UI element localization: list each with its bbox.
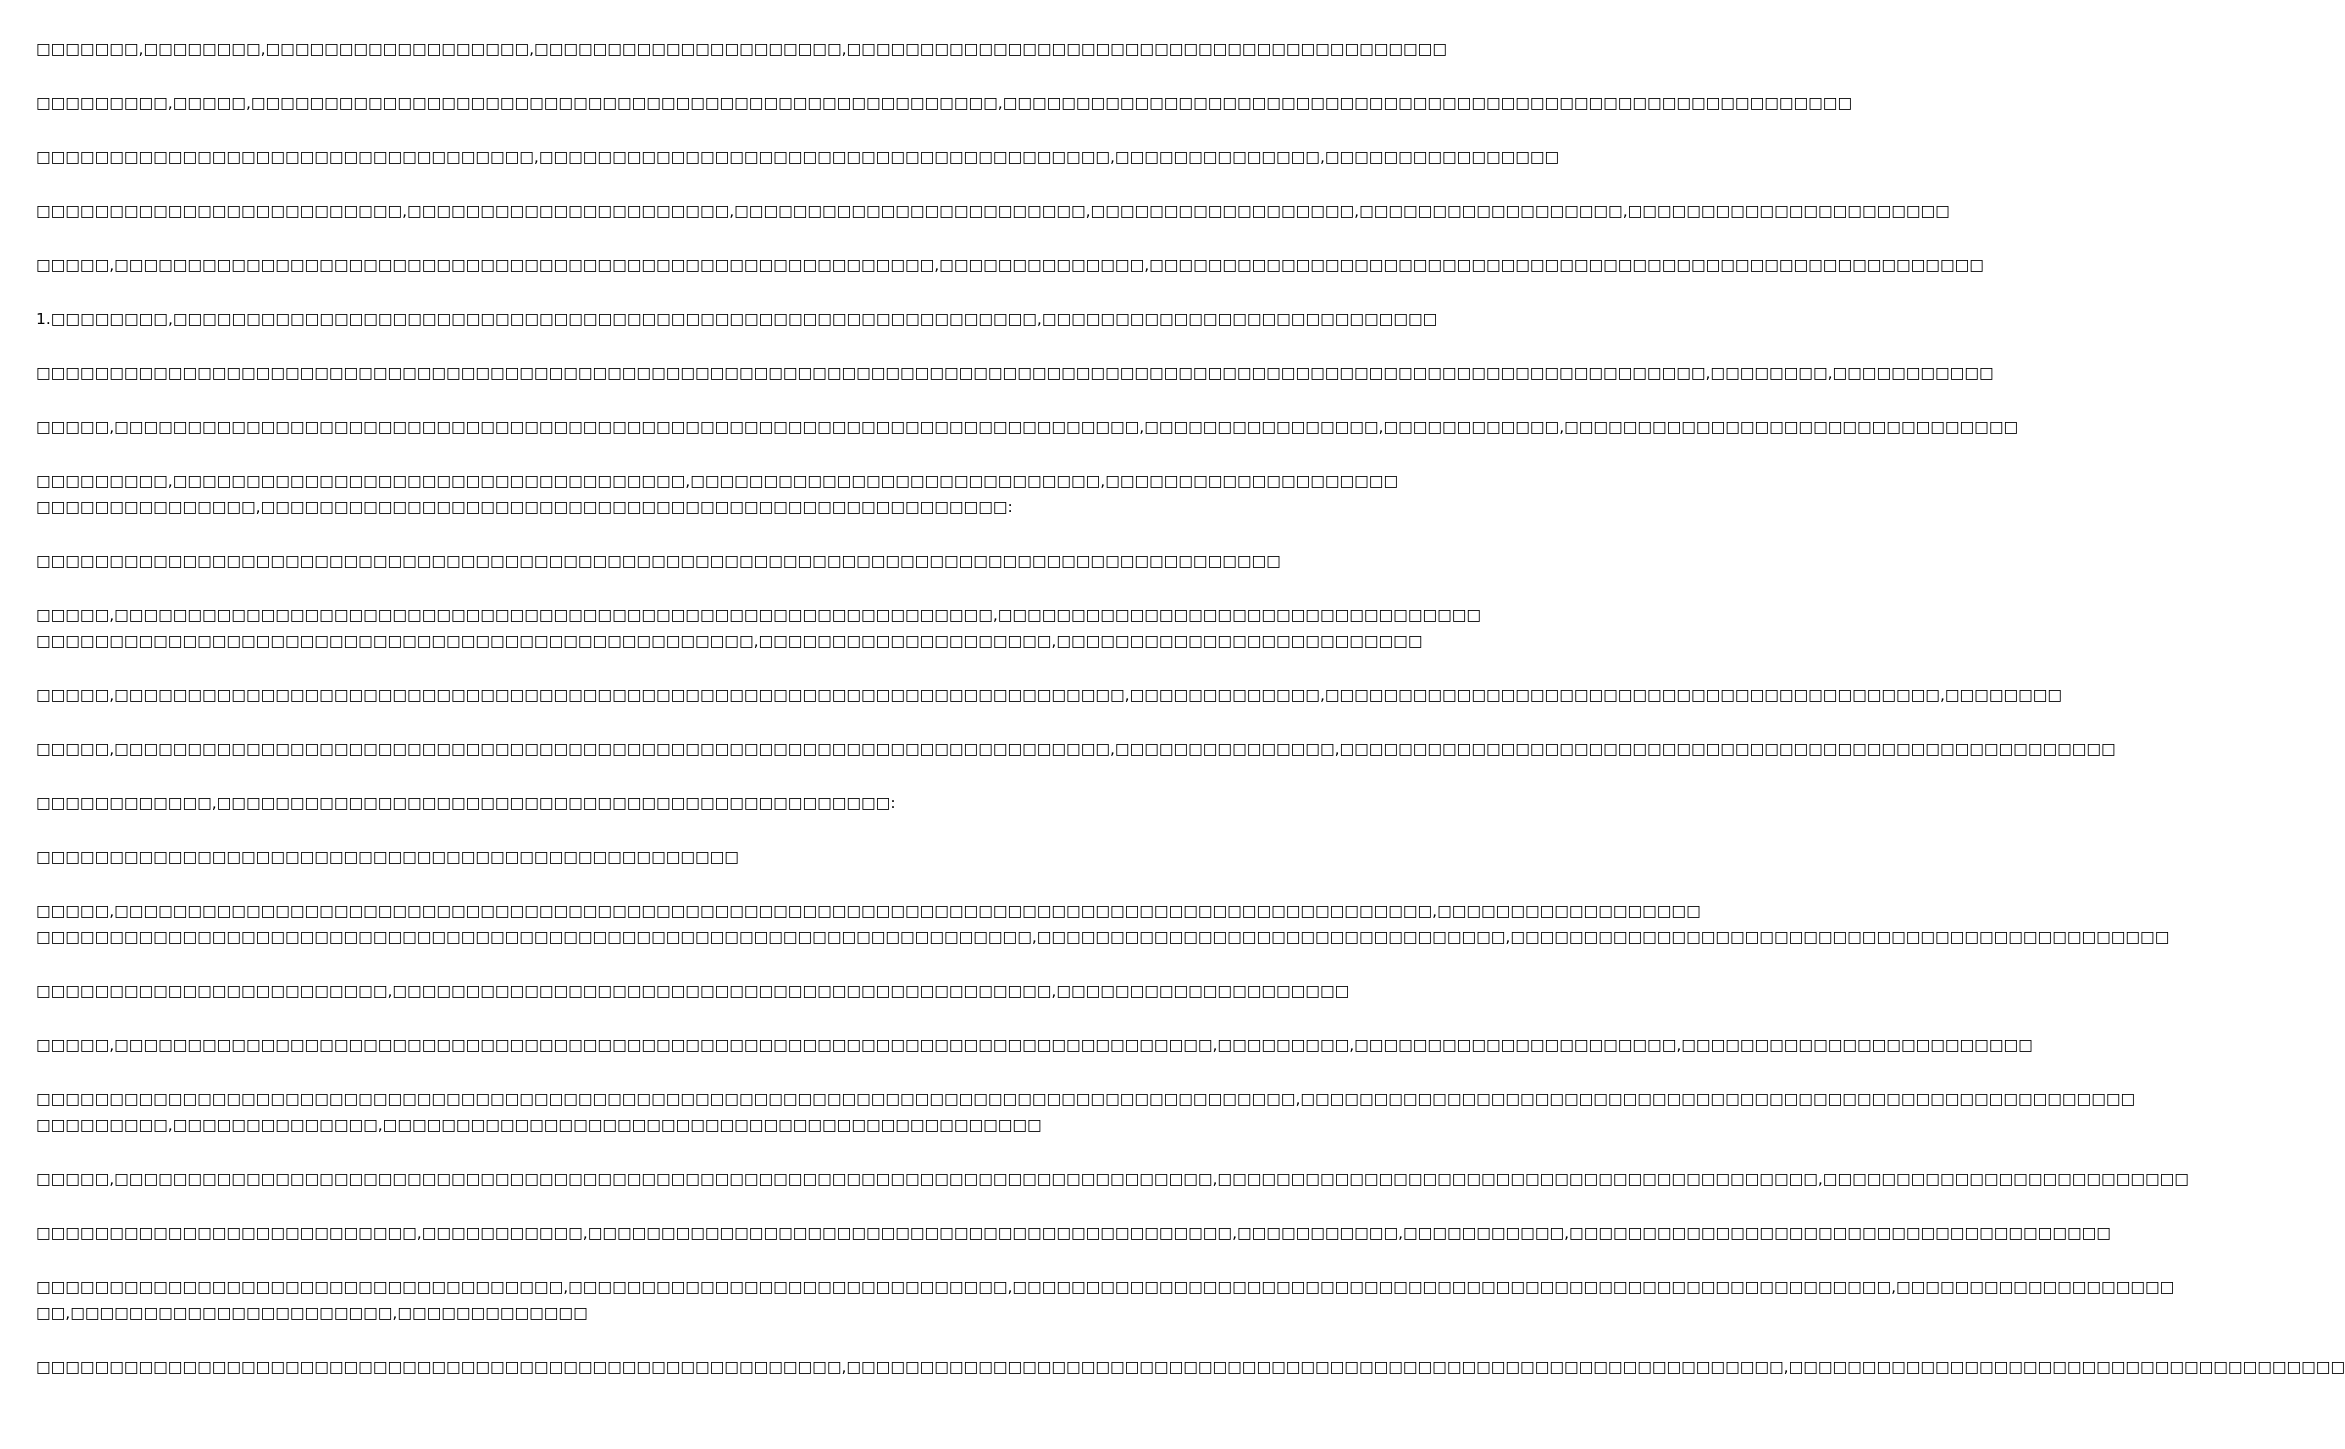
- paragraph: [36, 1166, 2189, 1192]
- paragraph: [36, 306, 1438, 332]
- paragraph-line: □□□□□,□□□□□□□□□□□□□□□□□□□□□□□□□□□□□□□□□□□□□□□□□□□□□□□□□□□□□□□□□□□□□□□□□□□□□□□□□□□□□□□□□□□□□□□□□□,□□□□□□□□□□□□□□□□□□: [36, 902, 1701, 920]
- paragraph: [36, 548, 1281, 574]
- paragraph-line: □□□□□,□□□□□□□□□□□□□□□□□□□□□□□□□□□□□□□□□□□□□□□□□□□□□□□□□□□□□□□□□□□□□□□□□□□□□,□□□□□□□□□□□□□,□□□□□□□□□□□□□□□□□□□□□□□□□□□□□□□□□□□□□□□□□□,□□□□□□□□: [36, 686, 2063, 704]
- paragraph: [36, 844, 988, 870]
- paragraph-line: □□□□□□□□□□□□□□□□□□□□□□□□□□□□□□□□□□□□□□□□□□□□□□□□□□□□□□□□□□□□□□□□□□□□□□□□□□□□□□□□□□□□□□□□□□□□□□□□□□□□□□□□□□□□□□□□□□,□□□□□□□□,□□□□□□□□□□□: [36, 364, 1994, 382]
- paragraph-line: □□□□□□□□□,□□□□□□□□□□□□□□,□□□□□□□□□□□□□□□□□□□□□□□□□□□□□□□□□□□□□□□□□□□□□: [36, 1116, 1042, 1134]
- paragraph-line: □□□□□□□□□□□□□□□,□□□□□□□□□□□□□□□□□□□□□□□□□□□□□□□□□□□□□□□□□□□□□□□□□□□:: [36, 498, 1013, 516]
- paragraph: [36, 978, 1350, 1004]
- paragraph-line: □□□□□□□□□□□□□□□□□□□□□□□□,□□□□□□□□□□□□□□□□□□□□□□□□□□□□□□□□□□□□□□□□□□□□□,□□□□□□□□□□□□□□□□□□□□: [36, 982, 1350, 1000]
- paragraph: [36, 414, 2019, 440]
- paragraph: [36, 360, 1994, 386]
- paragraph: [36, 1032, 2033, 1058]
- paragraph: [36, 1220, 2111, 1246]
- paragraph-line: □□□□□,□□□□□□□□□□□□□□□□□□□□□□□□□□□□□□□□□□□□□□□□□□□□□□□□□□□□□□□□□□□□□□□□□□□□,□□□□□□□□□□□□□□□,□□□□□□□□□□□□□□□□□□□□□□□□□□□□□□□□□□□□□□□□□□□□□□□□□□□□□: [36, 740, 2116, 758]
- paragraph-line: □□□□□□□□□□□□□□□□□□□□□□□□□□□□□□□□□□□□□□□□□□□□□□□□□,□□□□□□□□□□□□□□□□□□□□,□□□□□□□□□□□□□□□□□□□□□□□□□: [36, 632, 1423, 650]
- paragraph-line: □□□□□,□□□□□□□□□□□□□□□□□□□□□□□□□□□□□□□□□□□□□□□□□□□□□□□□□□□□□□□□□□□□□□□□□□□□□□□□□□□,□□□□□□□□□□□□□□□□□□□□□□□□□□□□□□□□□□□□□□□□□,□□□□□□□□□□□□□□□□□□□□□□□□□: [36, 1170, 2189, 1188]
- paragraph-line: □□□□□□□□□,□□□□□,□□□□□□□□□□□□□□□□□□□□□□□□□□□□□□□□□□□□□□□□□□□□□□□□□□□,□□□□□□□□□□□□□□□□□□□□□□□□□□□□□□□□□□□□□□□□□□□□□□□□□□□□□□□□□□: [36, 94, 1853, 112]
- paragraph-line: □□□□□□□□□□□□□□□□□□□□□□□□□□□□□□□□□□□□□□□□□□□□□□□□: [36, 848, 739, 866]
- paragraph-line: □□□□□□□□□□□□□□□□□□□□□□□□□□□□□□□□□□□□□□□□□□□□□□□□□□□□□□□□□□□□□□□□□□□□,□□□□□□□□□□□□□□□□□□□□□□□□□□□□□□□□,□□□□□□□□□□□□□□□□□□□□□□□□□□□□□□□□□□□□□□□□□□□□□: [36, 928, 2170, 946]
- paragraph: [36, 790, 988, 816]
- paragraph-line: □□□□□□□□□□□□,□□□□□□□□□□□□□□□□□□□□□□□□□□□□□□□□□□□□□□□□□□□□□□:: [36, 794, 896, 812]
- paragraph: [36, 736, 2116, 762]
- paragraph-line: □□□□□□□□□□□□□□□□□□□□□□□□□□□□□□□□□□□□□□□□□□□□□□□□□□□□□□□□□□□□□□□□□□□□□□□□□□□□□□□□□□□□□: [36, 552, 1281, 570]
- paragraph-line: □□□□□,□□□□□□□□□□□□□□□□□□□□□□□□□□□□□□□□□□□□□□□□□□□□□□□□□□□□□□□□□□□□,□□□□□□□□□□□□□□□□□□□□□□□□□□□□□□□□□: [36, 606, 1482, 624]
- paragraph-line: □□□□□□□□□□□□□□□□□□□□□□□□□□□□□□□□□□□□,□□□□□□□□□□□□□□□□□□□□□□□□□□□□□□,□□□□□□□□□□□□□□□□□□□□□□□□□□□□□□□□□□□□□□□□□□□□□□□□□□□□□□□□□□□□,□□□□□□□□□□□□□□□□□□□: [36, 1278, 2175, 1296]
- paragraph: [36, 898, 2170, 950]
- document-page: [36, 36, 2345, 1426]
- paragraph: [36, 198, 1950, 224]
- paragraph-line: □□□□□□□□□□□□□□□□□□□□□□□□□,□□□□□□□□□□□□□□□□□□□□□□,□□□□□□□□□□□□□□□□□□□□□□□□,□□□□□□□□□□□□□□□□□□,□□□□□□□□□□□□□□□□□□,□□□□□□□□□□□□□□□□□□□□□□: [36, 202, 1950, 220]
- paragraph-line: 1.□□□□□□□□,□□□□□□□□□□□□□□□□□□□□□□□□□□□□□□□□□□□□□□□□□□□□□□□□□□□□□□□□□□□,□□□□□□□□□□□□□□□□□□□□□□□□□□□: [36, 310, 1438, 328]
- paragraph: [36, 468, 1399, 520]
- paragraph: [36, 144, 1560, 170]
- paragraph-line: □□□□□□□□□□□□□□□□□□□□□□□□□□□□□□□□□□□□□□□□□□□□□□□□□□□□□□□,□□□□□□□□□□□□□□□□□□□□□□□□□□□□□□□□□□□□□□□□□□□□□□□□□□□□□□□□□□□□□□□□,□□□□□□□□□□□□□□□□□□□□□□□□□□□□□□□□□□□□□□: [36, 1358, 2345, 1376]
- paragraph-line: □□□□□□□□□□□□□□□□□□□□□□□□□□□□□□□□□□□□□□□□□□□□□□□□□□□□□□□□□□□□□□□□□□□□□□□□□□□□□□□□□□□□□□,□□□□□□□□□□□□□□□□□□□□□□□□□□□□□□□□□□□□□□□□□□□□□□□□□□□□□□□□□: [36, 1090, 2136, 1108]
- paragraph-line: □□□□□□□□□□□□□□□□□□□□□□□□□□,□□□□□□□□□□□,□□□□□□□□□□□□□□□□□□□□□□□□□□□□□□□□□□□□□□□□□□□□,□□□□□□□□□□□,□□□□□□□□□□□,□□□□□□□□□□□□□□□□□□□□□□□□□□□□□□□□□□□□□: [36, 1224, 2111, 1242]
- paragraph: [36, 252, 1984, 278]
- paragraph: [36, 602, 1482, 654]
- paragraph-line: □□□□□,□□□□□□□□□□□□□□□□□□□□□□□□□□□□□□□□□□□□□□□□□□□□□□□□□□□□□□□□,□□□□□□□□□□□□□□,□□□□□□□□□□□□□□□□□□□□□□□□□□□□□□□□□□□□□□□□□□□□□□□□□□□□□□□□□: [36, 256, 1984, 274]
- paragraph: [36, 1354, 2345, 1380]
- paragraph: [36, 90, 1853, 116]
- paragraph-line: □□□□□□□□□□□□□□□□□□□□□□□□□□□□□□□□□□,□□□□□□□□□□□□□□□□□□□□□□□□□□□□□□□□□□□□□□□,□□□□□□□□□□□□□□,□□□□□□□□□□□□□□□□: [36, 148, 1560, 166]
- document-body: [36, 36, 2345, 1380]
- paragraph-line: □□,□□□□□□□□□□□□□□□□□□□□□□,□□□□□□□□□□□□□: [36, 1304, 588, 1322]
- paragraph: [36, 682, 2063, 708]
- paragraph: [36, 36, 1447, 62]
- paragraph: [36, 1274, 2175, 1326]
- paragraph-line: □□□□□,□□□□□□□□□□□□□□□□□□□□□□□□□□□□□□□□□□□□□□□□□□□□□□□□□□□□□□□□□□□□□□□□□□□□□□□□□□□,□□□□□□□□□,□□□□□□□□□□□□□□□□□□□□□□,□□□□□□□□□□□□□□□□□□□□□□□□: [36, 1036, 2033, 1054]
- paragraph: [36, 1086, 2136, 1138]
- paragraph-line: □□□□□□□□□,□□□□□□□□□□□□□□□□□□□□□□□□□□□□□□□□□□□,□□□□□□□□□□□□□□□□□□□□□□□□□□□□,□□□□□□□□□□□□□□□□□□□□: [36, 472, 1399, 490]
- paragraph-line: □□□□□,□□□□□□□□□□□□□□□□□□□□□□□□□□□□□□□□□□□□□□□□□□□□□□□□□□□□□□□□□□□□□□□□□□□□□□,□□□□□□□□□□□□□□□□,□□□□□□□□□□□□,□□□□□□□□□□□□□□□□□□□□□□□□□□□□□□□: [36, 418, 2019, 436]
- paragraph-line: □□□□□□□,□□□□□□□□,□□□□□□□□□□□□□□□□□□,□□□□□□□□□□□□□□□□□□□□□,□□□□□□□□□□□□□□□□□□□□□□□□□□□□□□□□□□□□□□□□□: [36, 40, 1447, 58]
